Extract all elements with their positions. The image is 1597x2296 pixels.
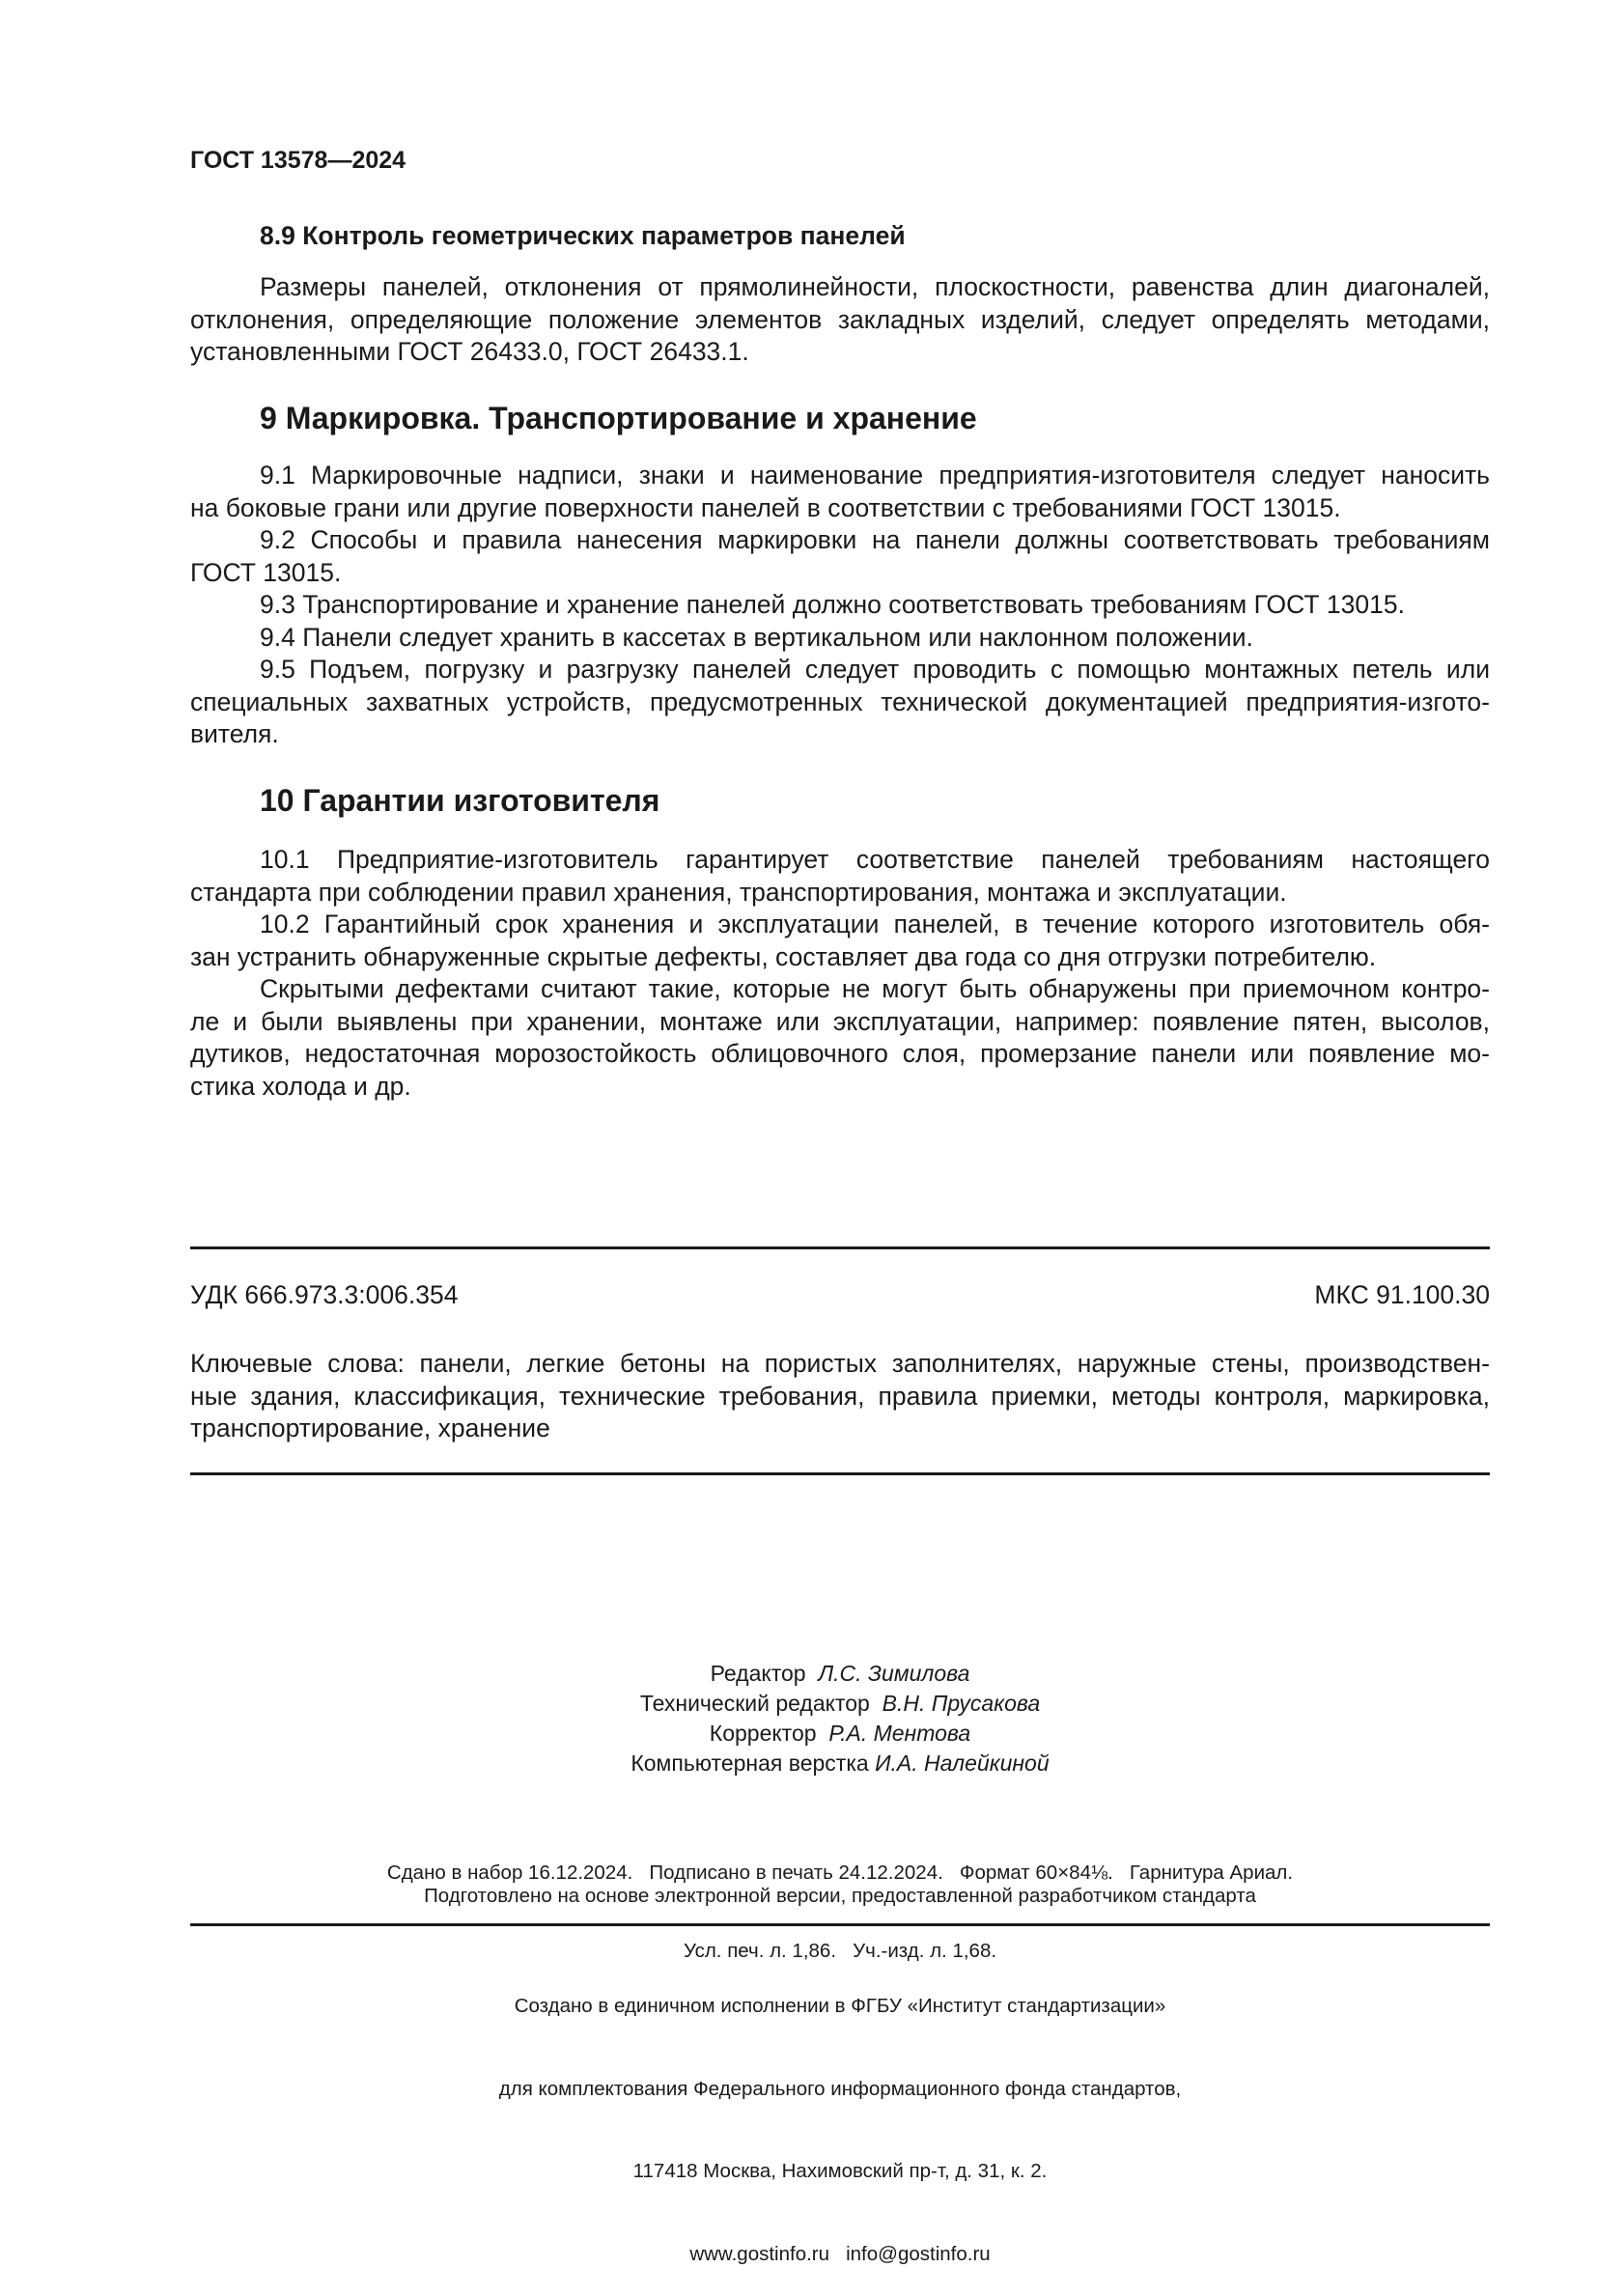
paragraph-line: Размеры панелей, отклонения от прямолинейности, плоскостности, равенства длин диагоналей, (260, 272, 1490, 301)
paragraph-line: 10.2 Гарантийный срок хранения и эксплуатации панелей, в течение которого изготовитель обя- (260, 910, 1490, 938)
paragraph-line: дутиков, недостаточная морозостойкость облицовочного слоя, промерзание панели или появление мо- (190, 1039, 1490, 1068)
publisher-line: 117418 Москва, Нахимовский пр-т, д. 31, к. 2. (632, 2160, 1048, 2182)
publisher-contacts: www.gostinfo.ru info@gostinfo.ru (689, 2242, 991, 2265)
section-8-9-title: 8.9 Контроль геометрических параметров панелей (260, 221, 906, 250)
print-info-line: Усл. печ. л. 1,86. Уч.-изд. л. 1,68. (683, 1940, 997, 1962)
paragraph-line: 9.2 Способы и правила нанесения маркировки на панели должны соответствовать требованиям (260, 525, 1490, 554)
paragraph-line: ГОСТ 13015. (190, 557, 342, 587)
divider-imprint (190, 1923, 1490, 1926)
staff-tech-editor: Технический редактор В.Н. Прусакова (639, 1691, 1041, 1716)
paragraph-line: отклонения, определяющие положение элементов закладных изделий, следует определять методами, (190, 304, 1490, 334)
paragraph-line: 9.4 Панели следует хранить в кассетах в вертикальном или наклонном положении. (260, 622, 1253, 652)
paragraph-line: 10.1 Предприятие-изготовитель гарантирует соответствие панелей требованиям настоящего (260, 845, 1490, 874)
publisher-info (190, 1938, 1490, 2296)
divider-top (190, 1246, 1490, 1249)
publisher-line: для комплектования Федерального информационного фонда стандартов, (498, 2077, 1182, 2100)
keywords (190, 1348, 1490, 1445)
paragraph-line: на боковые грани или другие поверхности панелей в соответствии с требованиями ГОСТ 13015. (190, 492, 1341, 522)
divider-bottom (190, 1472, 1490, 1475)
paragraph-line: стика холода и др. (190, 1071, 411, 1101)
keywords-line: Ключевые слова: панели, легкие бетоны на пористых заполнителях, наружные стены, производствен- (190, 1349, 1490, 1378)
print-info-line: Сдано в набор 16.12.2024. Подписано в печать 24.12.2024. Формат 60×84⅛. Гарнитура Ариал. (386, 1862, 1294, 1884)
paragraph (190, 622, 1490, 655)
udk-code: УДК 666.973.3:006.354 (190, 1280, 459, 1309)
section-9-title: 9 Маркировка. Транспортирование и хранение (260, 401, 977, 435)
paragraph-line: 9.3 Транспортирование и хранение панелей должно соответствовать требованиям ГОСТ 13015. (260, 590, 1405, 619)
paragraph (190, 589, 1490, 622)
prepared-note: Подготовлено на основе электронной версии, предоставленной разработчиком стандарта (424, 1885, 1256, 1907)
paragraph-line: установленными ГОСТ 26433.0, ГОСТ 26433.1. (190, 337, 749, 366)
paragraph-line: 9.1 Маркировочные надписи, знаки и наименование предприятия-изготовителя следует наносить (260, 461, 1490, 490)
staff-layout: Компьютерная верстка И.А. Налейкиной (630, 1750, 1050, 1776)
classification-row (190, 1280, 1490, 1310)
staff-corrector: Корректор Р.А. Ментова (709, 1721, 971, 1746)
keywords-line: ные здания, классификация, технические требования, правила приемки, методы контроля, маркировка, (190, 1381, 1490, 1411)
section-10-title: 10 Гарантии изготовителя (260, 783, 660, 818)
paragraph (190, 524, 1490, 589)
paragraph (190, 460, 1490, 524)
paragraph-line: специальных захватных устройств, предусмотренных технической документацией предприятия-изгото- (190, 686, 1490, 716)
section-9-body (190, 460, 1490, 751)
paragraph-line: вителя. (190, 719, 279, 748)
paragraph-line: Скрытыми дефектами считают такие, которые не могут быть обнаружены при приемочном контро- (260, 974, 1490, 1003)
document-id-header: ГОСТ 13578—2024 (190, 147, 406, 174)
mks-code: МКС 91.100.30 (1314, 1280, 1490, 1309)
staff-editor: Редактор Л.С. Зимилова (710, 1661, 970, 1686)
paragraph-line: зан устранить обнаруженные скрытые дефекты, составляет два года со дня отгрузки потребителю. (190, 941, 1377, 971)
paragraph (190, 271, 1490, 369)
paragraph-line: ле и были выявлены при хранении, монтаже или эксплуатации, например: появление пятен, высолов, (190, 1006, 1490, 1036)
paragraph (190, 909, 1490, 973)
section-10-body (190, 844, 1490, 1103)
section-8-9-body (190, 271, 1490, 369)
keywords-line: транспортирование, хранение (190, 1414, 550, 1442)
publisher-line: Создано в единичном исполнении в ФГБУ «Институт стандартизации» (514, 1995, 1166, 2017)
paragraph-line: 9.5 Подъем, погрузку и разгрузку панелей следует проводить с помощью монтажных петель или (260, 655, 1490, 684)
paragraph-line: стандарта при соблюдении правил хранения, транспортирования, монтажа и эксплуатации. (190, 877, 1287, 907)
staff-list (190, 1659, 1490, 1778)
paragraph (190, 973, 1490, 1103)
paragraph (190, 654, 1490, 751)
paragraph (190, 844, 1490, 909)
